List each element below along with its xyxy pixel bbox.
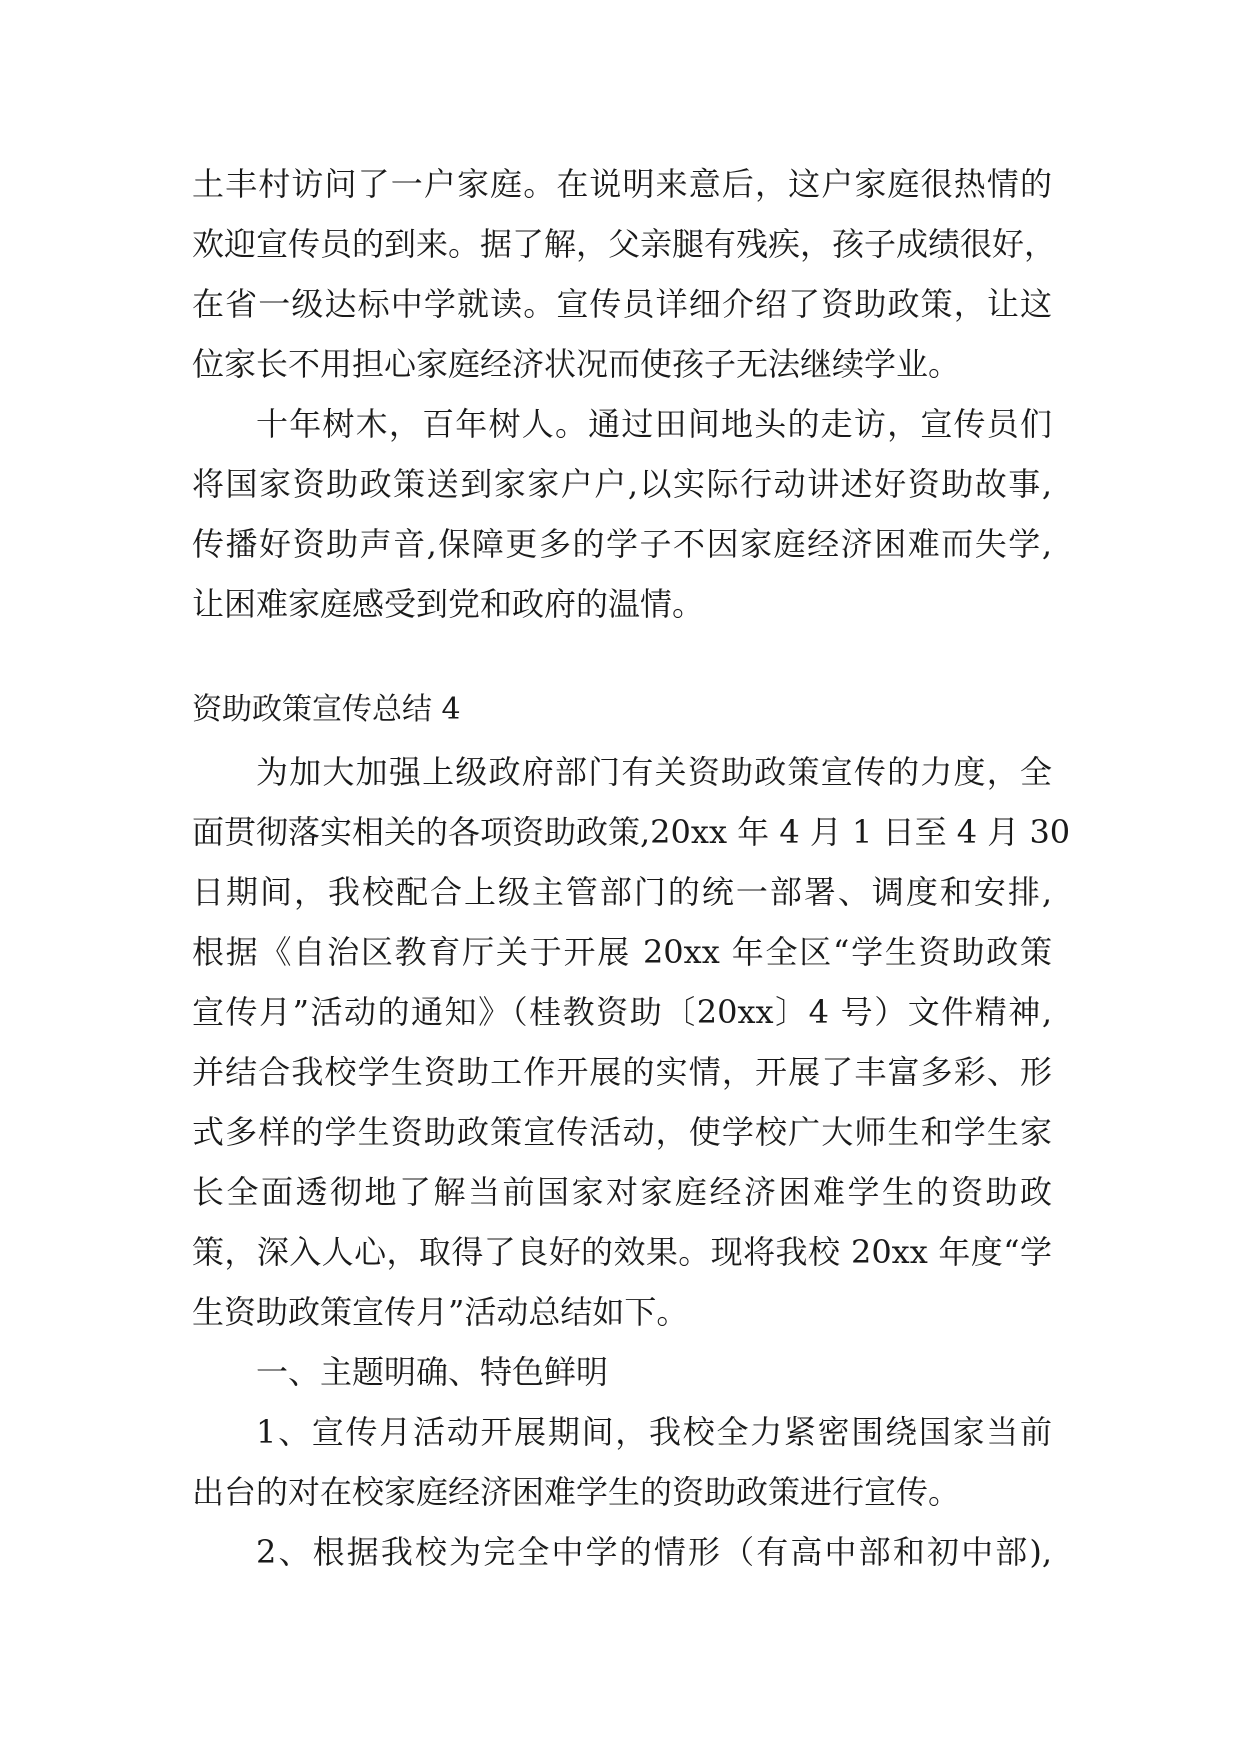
paragraph-2-line-4: 让困难家庭感受到党和政府的温情。: [192, 585, 705, 623]
paragraph-3-line-10: 生资助政策宣传月”活动总结如下。: [192, 1293, 689, 1331]
paragraph-2-line-1: 十年树木，百年树人。通过田间地头的走访，宣传员们: [256, 405, 1052, 443]
section-title: 资助政策宣传总结 4: [192, 692, 461, 727]
paragraph-3-line-6: 并结合我校学生资助工作开展的实情，开展了丰富多彩、形: [192, 1053, 1052, 1091]
paragraph-3-line-7: 式多样的学生资助政策宣传活动，使学校广大师生和学生家: [192, 1113, 1052, 1151]
paragraph-1-line-1: 土丰村访问了一户家庭。在说明来意后，这户家庭很热情的: [192, 165, 1052, 203]
item-1-line-2: 出台的对在校家庭经济困难学生的资助政策进行宣传。: [192, 1473, 961, 1511]
paragraph-1-line-3: 在省一级达标中学就读。宣传员详细介绍了资助政策，让这: [192, 285, 1052, 323]
paragraph-1-line-2: 欢迎宣传员的到来。据了解，父亲腿有残疾，孩子成绩很好，: [192, 225, 1057, 263]
paragraph-3-line-3: 日期间，我校配合上级主管部门的统一部署、调度和安排,: [192, 873, 1052, 911]
item-2-line-1: 2、根据我校为完全中学的情形（有高中部和初中部),: [256, 1533, 1052, 1571]
paragraph-3-line-8: 长全面透彻地了解当前国家对家庭经济困难学生的资助政: [192, 1173, 1052, 1211]
item-1-line-1: 1、宣传月活动开展期间，我校全力紧密围绕国家当前: [256, 1413, 1052, 1451]
paragraph-3-line-2: 面贯彻落实相关的各项资助政策,20xx 年 4 月 1 日至 4 月 30: [192, 813, 1071, 851]
paragraph-2-line-3: 传播好资助声音,保障更多的学子不因家庭经济困难而失学,: [192, 525, 1052, 563]
subheading-1: 一、主题明确、特色鲜明: [256, 1353, 609, 1391]
paragraph-3-line-4: 根据《自治区教育厅关于开展 20xx 年全区“学生资助政策: [192, 933, 1052, 971]
paragraph-3-line-9: 策，深入人心，取得了良好的效果。现将我校 20xx 年度“学: [192, 1233, 1052, 1271]
paragraph-3-line-5: 宣传月”活动的通知》（桂教资助〔20xx〕4 号）文件精神,: [192, 993, 1052, 1031]
paragraph-3-line-1: 为加大加强上级政府部门有关资助政策宣传的力度，全: [256, 753, 1052, 791]
paragraph-2-line-2: 将国家资助政策送到家家户户,以实际行动讲述好资助故事,: [192, 465, 1052, 503]
paragraph-1-line-4: 位家长不用担心家庭经济状况而使孩子无法继续学业。: [192, 345, 961, 383]
